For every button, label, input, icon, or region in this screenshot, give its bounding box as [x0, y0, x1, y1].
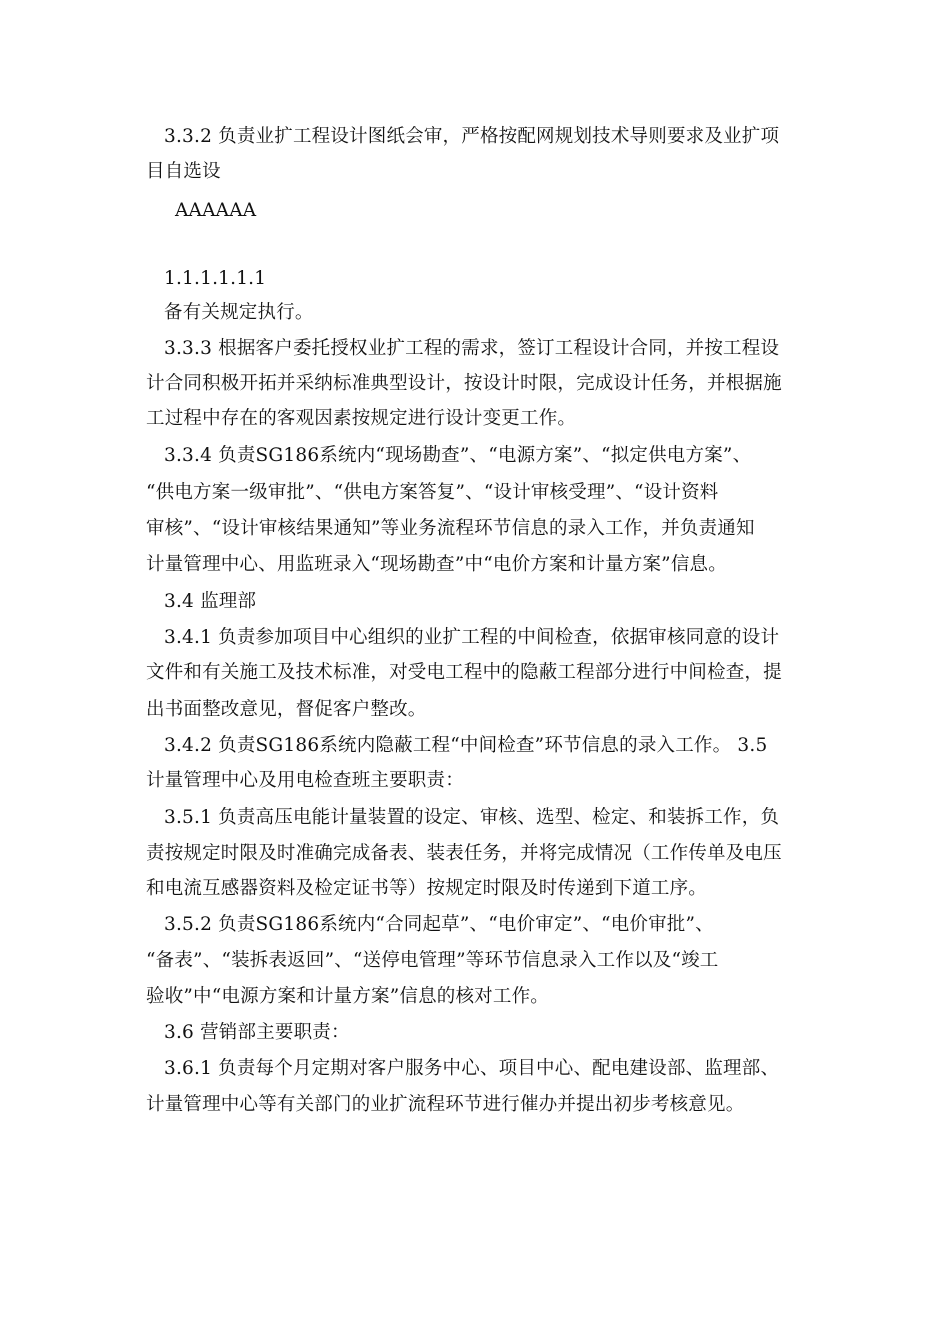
paragraph-continuation: 备有关规定执行。 — [164, 302, 314, 323]
paragraph-3-4-2-line-1: 3.4.2 负责SG186系统内隐蔽工程“中间检查”环节信息的录入工作。 3.5 — [164, 735, 768, 756]
paragraph-3-3-3-line-3: 工过程中存在的客观因素按规定进行设计变更工作。 — [146, 408, 577, 429]
paragraph-3-3-3-line-2: 计合同积极开拓并采纳标准典型设计，按设计时限，完成设计任务，并根据施 — [146, 373, 782, 394]
paragraph-3-6-1-line-2: 计量管理中心等有关部门的业扩流程环节进行催办并提出初步考核意见。 — [146, 1094, 745, 1115]
placeholder-text: AAAAAA — [175, 200, 257, 221]
paragraph-3-3-3-line-1: 3.3.3 根据客户委托授权业扩工程的需求，签订工程设计合同，并按工程设 — [164, 338, 780, 359]
paragraph-3-5-2-line-1: 3.5.2 负责SG186系统内“合同起草”、“电价审定”、“电价审批”、 — [164, 914, 714, 935]
paragraph-3-4-1-line-2: 文件和有关施工及技术标准，对受电工程中的隐蔽工程部分进行中间检查，提 — [146, 662, 782, 683]
paragraph-3-4-1-line-1: 3.4.1 负责参加项目中心组织的业扩工程的中间检查，依据审核同意的设计 — [164, 627, 780, 648]
paragraph-3-6-1-line-1: 3.6.1 负责每个月定期对客户服务中心、项目中心、配电建设部、监理部、 — [164, 1058, 780, 1079]
paragraph-3-3-4-line-2: “供电方案一级审批”、“供电方案答复”、“设计审核受理”、“设计资料 — [146, 482, 719, 503]
paragraph-3-3-4-line-4: 计量管理中心、用监班录入“现场勘查”中“电价方案和计量方案”信息。 — [146, 554, 727, 575]
paragraph-3-5-2-line-3: 验收”中“电源方案和计量方案”信息的核对工作。 — [146, 986, 549, 1007]
paragraph-3-3-4-line-1: 3.3.4 负责SG186系统内“现场勘查”、“电源方案”、“拟定供电方案”、 — [164, 445, 752, 466]
paragraph-3-3-2-line-1: 3.3.2 负责业扩工程设计图纸会审，严格按配网规划技术导则要求及业扩项 — [164, 126, 780, 147]
paragraph-3-5-1-line-3: 和电流互感器资料及检定证书等）按规定时限及时传递到下道工序。 — [146, 878, 708, 899]
paragraph-3-3-4-line-3: 审核”、“设计审核结果通知”等业务流程环节信息的录入工作，并负责通知 — [146, 518, 755, 539]
heading-number: 1.1.1.1.1.1 — [164, 268, 267, 289]
heading-3-4: 3.4 监理部 — [164, 591, 257, 612]
paragraph-3-5-1-line-1: 3.5.1 负责高压电能计量装置的设定、审核、选型、检定、和装拆工作，负 — [164, 807, 780, 828]
paragraph-3-5-1-line-2: 责按规定时限及时准确完成备表、装表任务，并将完成情况（工作传单及电压 — [146, 843, 782, 864]
heading-3-6: 3.6 营销部主要职责： — [164, 1022, 350, 1043]
paragraph-3-5-2-line-2: “备表”、“装拆表返回”、“送停电管理”等环节信息录入工作以及“竣工 — [146, 950, 719, 971]
paragraph-3-4-1-line-3: 出书面整改意见，督促客户整改。 — [146, 699, 427, 720]
paragraph-3-3-2-line-2: 目自选设 — [146, 161, 221, 182]
heading-3-5: 计量管理中心及用电检查班主要职责： — [146, 770, 464, 791]
